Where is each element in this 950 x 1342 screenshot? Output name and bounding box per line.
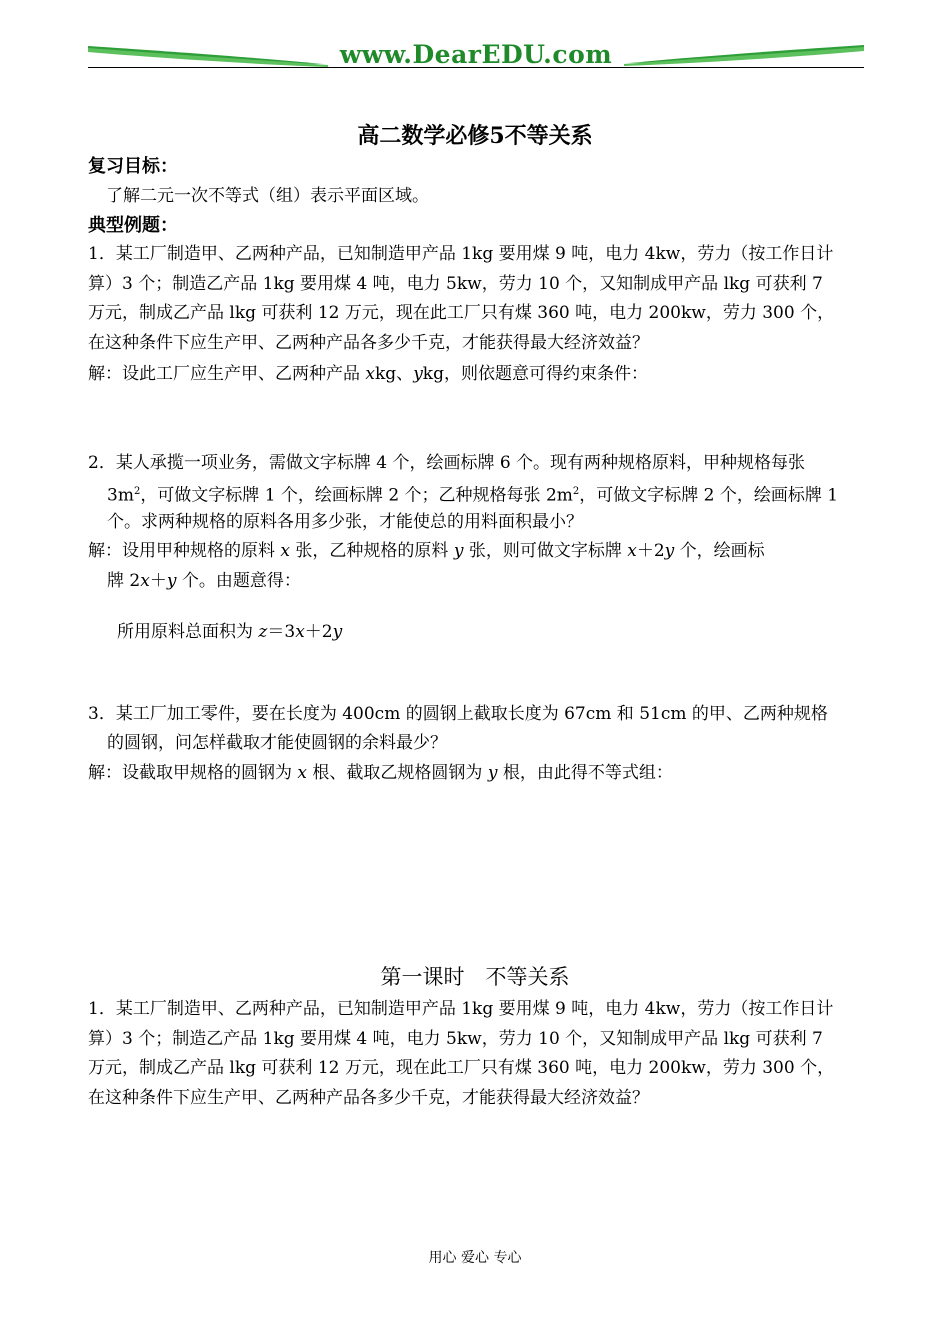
var-y: y [413,364,423,384]
example-2-line-3: 个。求两种规格的原料各用多少张，才能使总的用料面积最小？ [107,512,583,532]
text-fragment: 个。由题意得： [176,571,301,591]
text-fragment: 解：设用甲种规格的原料 [88,541,281,561]
solution-text: 解：设此工厂应生产甲、乙两种产品 [88,364,366,384]
lesson-example-1-line-4: 在这种条件下应生产甲、乙两种产品各多少千克，才能获得最大经济效益？ [88,1087,649,1108]
lesson-title: 第一课时 不等关系 [380,965,570,989]
text-fragment: ＋ [149,571,167,591]
example-3-line-2: 的圆钢，问怎样截取才能使圆钢的余料最少？ [107,733,447,753]
review-heading: 复习目标： [88,156,178,177]
superscript: 2 [133,486,141,497]
var-y: y [453,541,464,561]
page-footer: 用心 爱心 专心 [428,1250,522,1266]
lesson-example-1-number: 1． [88,999,116,1019]
var-x: x [297,763,307,783]
page-title: 高二数学必修5不等关系 [357,123,593,149]
site-logo: www.DearEDU.com [339,40,613,69]
example-1-line-3: 万元，制成乙产品 lkg 可获利 12 万元，现在此工厂只有煤 360 吨，电力 200kw，劳力 300 个， [88,303,835,323]
example-1-line-1: 某工厂制造甲、乙两种产品，已知制造甲产品 1kg 要用煤 9 吨，电力 4kw，劳力（按工作日计 [115,244,834,264]
text-fragment: ＝3 [267,622,296,642]
var-x: x [627,541,637,561]
text-fragment: 根、截取乙规格圆钢为 [307,763,488,783]
superscript: 2 [572,486,580,497]
var-y: y [332,622,343,642]
text-fragment: 张，乙种规格的原料 [290,541,454,561]
examples-heading: 典型例题： [88,215,178,236]
solution-text: kg，则依题意可得约束条件： [422,364,648,384]
text-fragment: 牌 2 [107,571,141,591]
lesson-example-1-line-3: 万元，制成乙产品 lkg 可获利 12 万元，现在此工厂只有煤 360 吨，电力 200kw，劳力 300 个， [88,1058,835,1078]
example-1-solution [88,364,648,384]
header-rule [88,67,864,68]
example-2-solution-line-1 [88,541,765,561]
var-y: y [166,571,177,591]
text-fragment: ＋2 [636,541,665,561]
example-1-number: 1． [88,244,116,264]
example-2-line-2 [107,482,838,506]
example-1-line-2: 算）3 个；制造乙产品 1kg 要用煤 4 吨，电力 5kw，劳力 10 个，又知制成甲产品 lkg 可获利 7 [88,273,823,294]
solution-text: kg、 [375,364,414,384]
example-2-line-1: 2．某人承揽一项业务，需做文字标牌 4 个，绘画标牌 6 个。现有两种规格原料，甲种规格每张 [88,453,806,473]
text-fragment: 个，绘画标 [674,541,765,561]
example-1 [88,240,864,358]
text-fragment: 3m [107,485,134,506]
text-fragment: 所用原料总面积为 [117,622,259,642]
text-fragment: ，可做文字标牌 2 个，绘画标牌 1 [579,485,839,506]
var-x: x [365,364,375,384]
var-x: x [140,571,150,591]
text-fragment: 张，则可做文字标牌 [463,541,628,561]
var-y: y [487,763,498,783]
lesson-example-1-line-2: 算）3 个；制造乙产品 1kg 要用煤 4 吨，电力 5kw，劳力 10 个，又知制成甲产品 lkg 可获利 7 [88,1028,823,1049]
example-3-line-1: 3．某工厂加工零件，要在长度为 400cm 的圆钢上截取长度为 67cm 和 51cm 的甲、乙两种规格 [88,704,828,724]
var-x: x [280,541,290,561]
text-fragment: ，可做文字标牌 1 个，绘画标牌 2 个；乙种规格每张 2m [140,485,573,506]
example-2-area-formula [117,622,342,642]
text-fragment: ＋2 [304,622,333,642]
lesson-example-1 [88,995,864,1113]
review-text: 了解二元一次不等式（组）表示平面区域。 [106,186,429,206]
text-fragment: 解：设截取甲规格的圆钢为 [88,763,298,783]
var-y: y [664,541,675,561]
example-1-line-4: 在这种条件下应生产甲、乙两种产品各多少千克，才能获得最大经济效益？ [88,332,649,353]
lesson-example-1-line-1: 某工厂制造甲、乙两种产品，已知制造甲产品 1kg 要用煤 9 吨，电力 4kw，劳力（按工作日计 [115,999,834,1019]
var-z: z [258,622,268,642]
text-fragment: 根，由此得不等式组： [497,763,673,783]
example-2-solution-line-2 [107,571,301,591]
var-x: x [295,622,305,642]
example-3-solution [88,763,673,783]
